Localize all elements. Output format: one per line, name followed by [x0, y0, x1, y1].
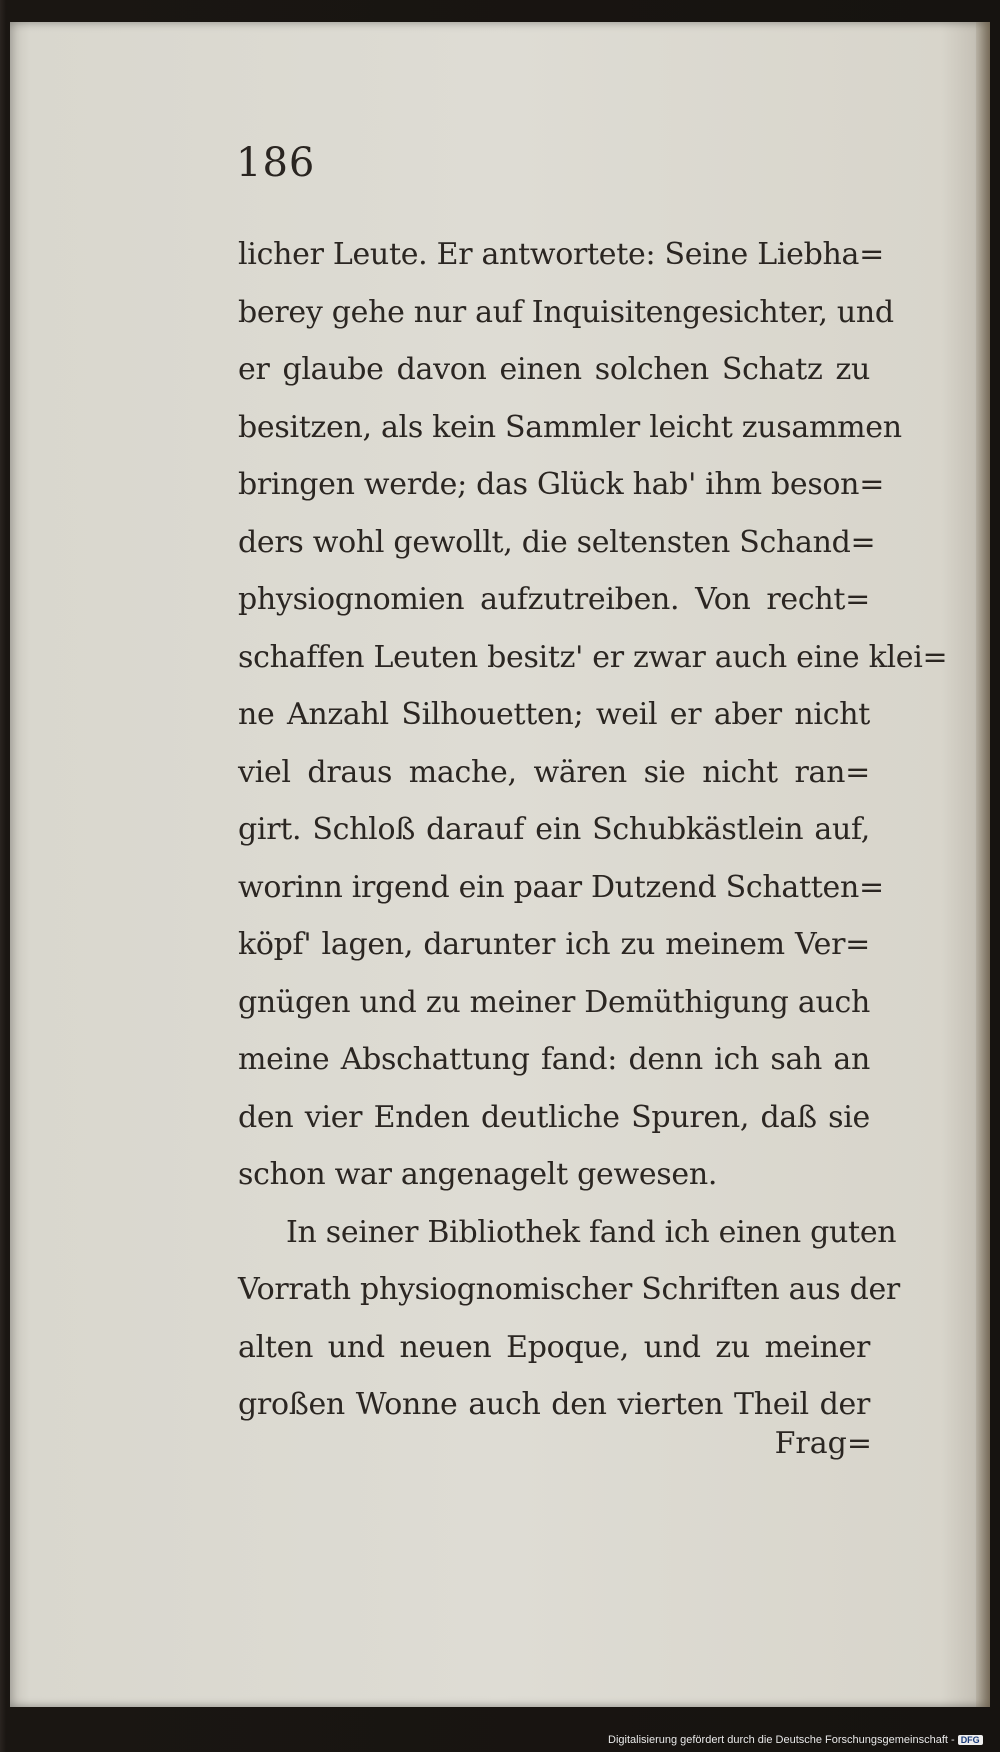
body-text — [238, 226, 948, 1434]
catchword: Frag= — [774, 1426, 872, 1461]
text-line: den vier Enden deutliche Spuren, daß sie — [238, 1099, 870, 1135]
text-line: ne Anzahl Silhouetten; weil er aber nicht — [238, 697, 870, 732]
text-line: licher Leute. Er antwortete: Seine Liebha= — [238, 237, 884, 272]
text-line: Vorrath physiognomischer Schriften aus der — [238, 1272, 900, 1307]
text-line: berey gehe nur auf Inquisitengesichter, und — [238, 294, 894, 330]
text-line-paragraph-start: In seiner Bibliothek fand ich einen guten — [286, 1214, 897, 1250]
digitization-credit — [608, 1734, 983, 1746]
page-number: 186 — [236, 140, 316, 186]
text-line: gnügen und zu meiner Demüthigung auch — [238, 984, 870, 1020]
text-line: meine Abschattung fand: denn ich sah an — [238, 1042, 870, 1077]
text-line: worinn irgend ein paar Dutzend Schatten= — [238, 869, 884, 905]
text-line: viel draus mache, wären sie nicht ran= — [238, 754, 870, 790]
text-line: physiognomien aufzutreiben. Von recht= — [238, 582, 870, 617]
dfg-logo-badge: DFG — [958, 1735, 983, 1745]
text-line: schaffen Leuten besitz' er zwar auch eine klei= — [238, 639, 948, 675]
text-line: großen Wonne auch den vierten Theil der — [238, 1387, 870, 1422]
text-line: er glaube davon einen solchen Schatz zu — [238, 352, 870, 387]
text-line: ders wohl gewollt, die seltensten Schand= — [238, 524, 876, 560]
credit-text: Digitalisierung gefördert durch die Deutsche Forschungsgemeinschaft - — [608, 1734, 955, 1746]
text-line: alten und neuen Epoque, und zu meiner — [238, 1329, 870, 1365]
text-line: besitzen, als kein Sammler leicht zusammen — [238, 409, 902, 445]
text-line: schon war angenagelt gewesen. — [238, 1157, 718, 1192]
text-line: girt. Schloß darauf ein Schubkästlein auf, — [238, 812, 870, 847]
text-line: köpf' lagen, darunter ich zu meinem Ver= — [238, 927, 870, 962]
text-line: bringen werde; das Glück hab' ihm beson= — [238, 467, 885, 502]
page-edge-shadow — [976, 22, 990, 1707]
